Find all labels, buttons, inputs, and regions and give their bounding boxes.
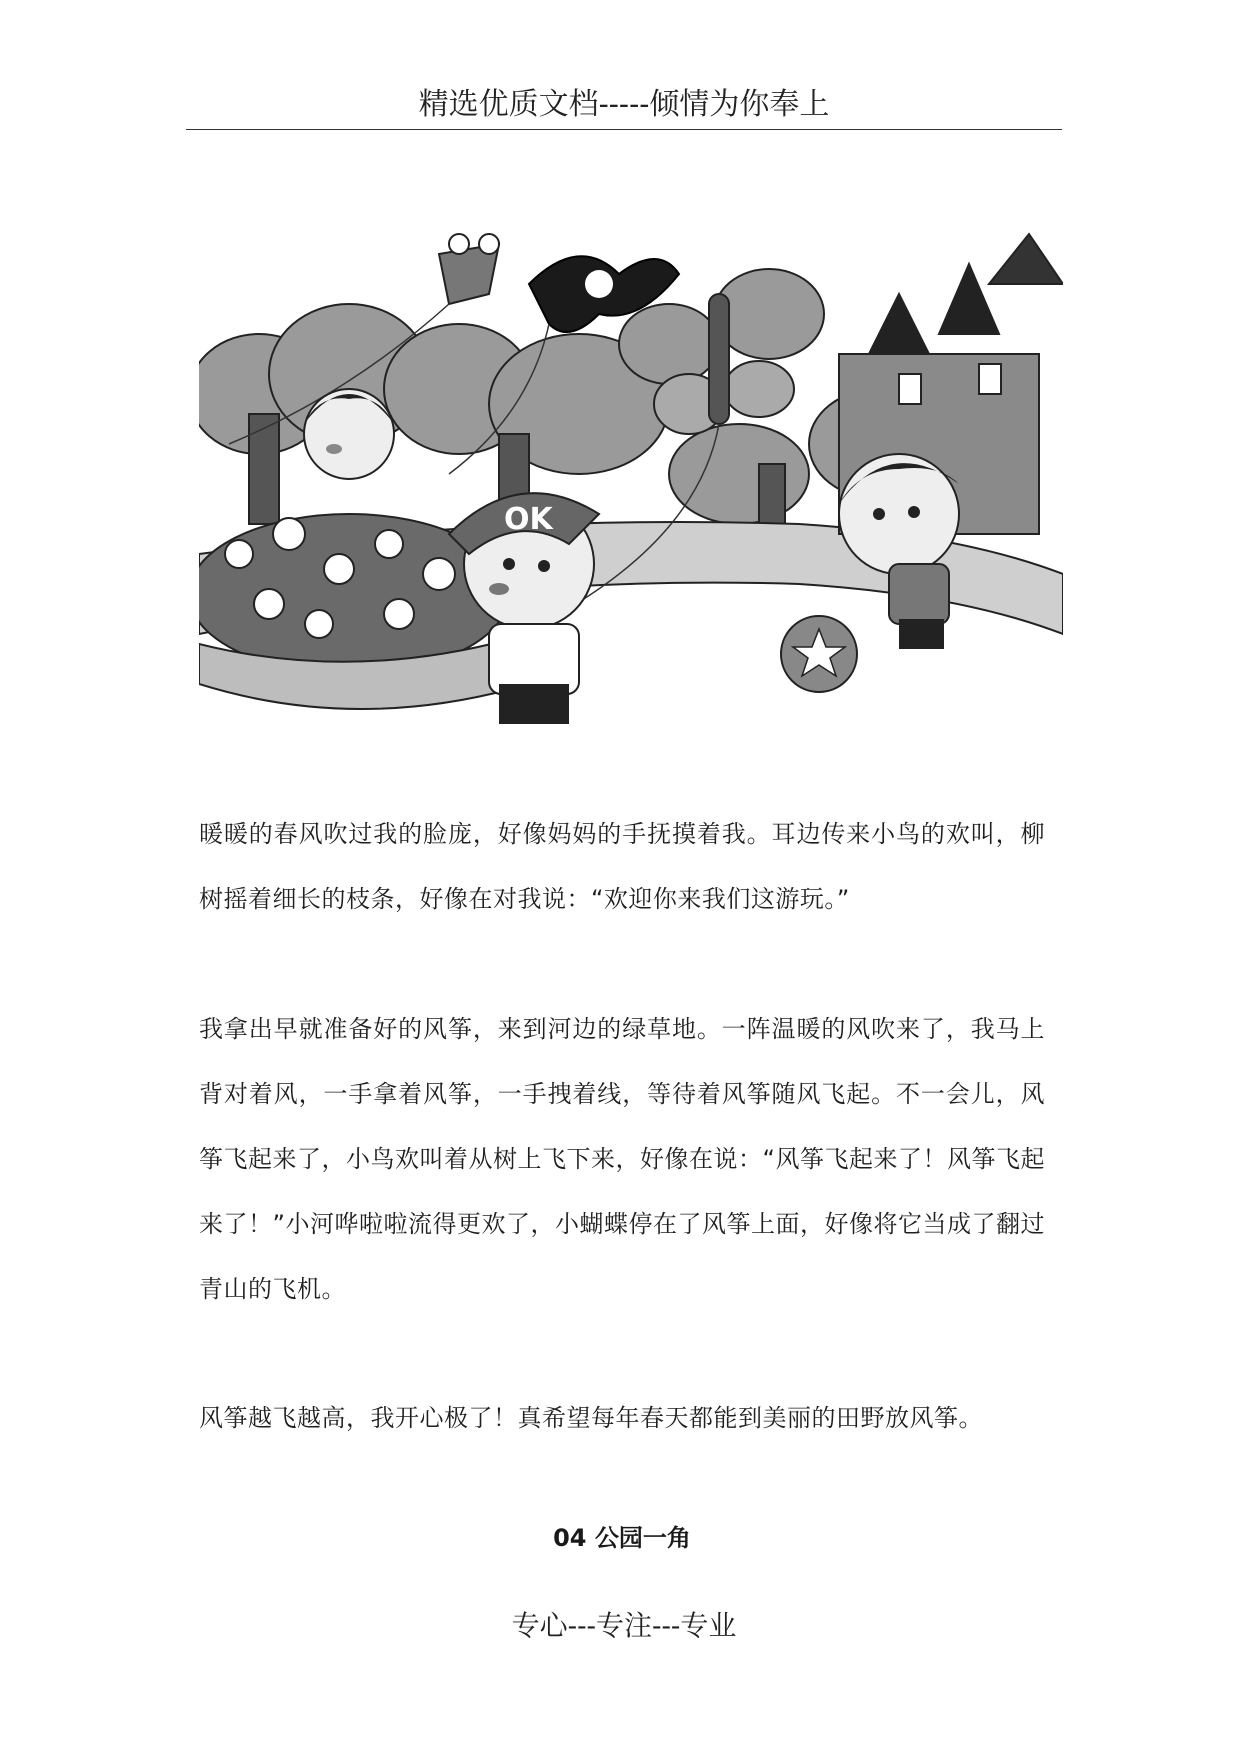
page-footer: 专心---专注---专业 [511,1609,737,1642]
cap-badge-text: OK [504,502,553,537]
paragraph-3: 风筝越飞越高，我开心极了！真希望每年春天都能到美丽的田野放风筝。 [199,1404,983,1432]
section-title: 04 公园一角 [553,1524,691,1552]
header-divider [186,129,1062,130]
paragraph-2: 我拿出早就准备好的风筝，来到河边的绿草地。一阵温暖的风吹来了，我马上背对着风，一手拿着风筝，一手拽着线，等待着风筝随风飞起。不一会儿，风筝飞起来了，小鸟欢叫着从树上飞下来，好像在说：“风筝飞起来了！风筝飞起来了！”小河哗啦啦流得更欢了，小蝴蝶停在了风筝上面，好像将它当成了翻过青山的飞机。 [199,1015,1045,1303]
kite-bee [439,234,499,304]
boy-with-ball [839,454,959,649]
illustration-drawing [199,214,1063,796]
page-header: 精选优质文档-----倾情为你奉上 [418,87,830,122]
kite-flying-illustration [199,214,1063,796]
girl-character [304,389,394,479]
paragraph-1: 暖暖的春风吹过我的脸庞，好像妈妈的手抚摸着我。耳边传来小鸟的欢叫，柳树摇着细长的枝条，好像在对我说：“欢迎你来我们这游玩。” [199,820,1045,913]
star-ball [781,616,857,692]
